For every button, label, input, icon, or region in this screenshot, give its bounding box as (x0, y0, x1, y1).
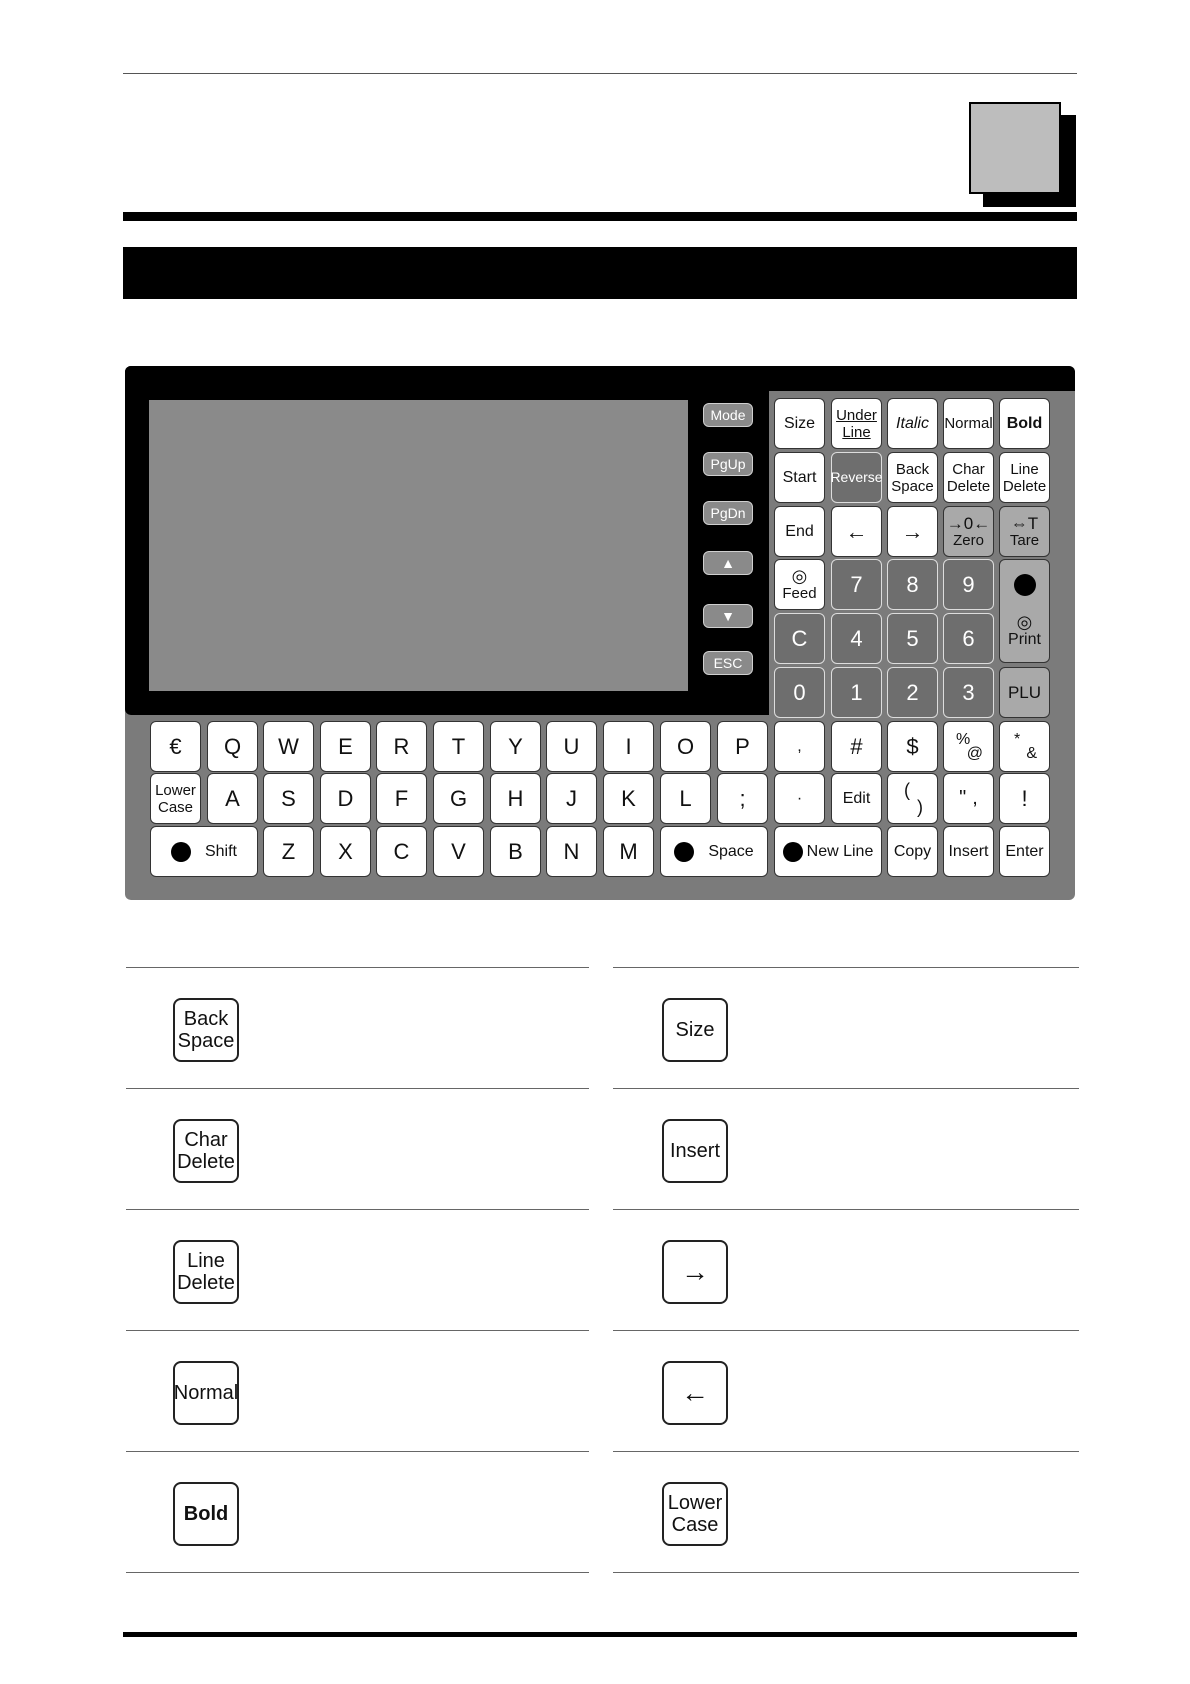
legend-size-key (662, 998, 728, 1062)
key-f[interactable] (376, 773, 427, 824)
under-line-label-1: Under (836, 406, 877, 424)
at-label: @ (966, 744, 983, 762)
table-rule-left-0 (126, 967, 589, 968)
zero-icon: →0← (946, 513, 991, 533)
table-rule-left-3 (126, 1330, 589, 1331)
plu-key[interactable] (999, 667, 1050, 718)
copy-key[interactable] (887, 826, 938, 877)
insert-label: Insert (948, 843, 989, 860)
hash-key[interactable] (831, 721, 882, 772)
key-v-label: V (451, 839, 466, 864)
legend-lower-case-line-2: Case (671, 1514, 719, 1536)
legend-lower-case-line-1: Lower (667, 1492, 723, 1514)
left-arrow-key[interactable] (831, 506, 882, 557)
key-n-label: N (563, 839, 580, 864)
tare-key-label: Tare (1009, 531, 1040, 549)
key-i[interactable] (603, 721, 654, 772)
digit-5-key[interactable] (887, 613, 938, 664)
semicolon-key[interactable] (717, 773, 768, 824)
print-dot-icon (1014, 574, 1036, 596)
esc-key[interactable]: ESC (703, 651, 753, 675)
percent-label: % (956, 730, 971, 748)
table-rule-left-5 (126, 1572, 589, 1573)
italic-key-label: Italic (896, 415, 929, 432)
new-line-label: New Line (806, 843, 874, 860)
key-t-label: T (451, 734, 466, 759)
key-l-label: L (679, 786, 692, 811)
enter-label: Enter (1005, 843, 1044, 860)
dollar-key[interactable] (887, 721, 938, 772)
key-o-label: O (676, 734, 695, 759)
left-arrow-icon: ← (681, 1377, 709, 1408)
right-arrow-icon: → (681, 1256, 709, 1287)
tare-key[interactable] (999, 506, 1050, 557)
key-b-label: B (508, 839, 523, 864)
digit-6-key[interactable] (943, 613, 994, 664)
digit-9-key[interactable] (943, 559, 994, 610)
key-x[interactable] (320, 826, 371, 877)
shift-key[interactable] (150, 826, 258, 877)
key-u[interactable] (546, 721, 597, 772)
key-z[interactable] (263, 826, 314, 877)
space-key[interactable] (660, 826, 768, 877)
quote-label: " (959, 787, 967, 809)
zero-key-label: Zero (953, 531, 984, 549)
key-s[interactable] (263, 773, 314, 824)
shift-dot-icon (171, 842, 191, 862)
key-r-label: R (393, 734, 410, 759)
table-rule-left-4 (126, 1451, 589, 1452)
legend-back-space-line-2: Space (177, 1030, 235, 1052)
line-delete-label-2: Delete (1002, 477, 1047, 495)
hash-label: # (850, 734, 863, 759)
key-m[interactable] (603, 826, 654, 877)
table-rule-right-0 (613, 967, 1079, 968)
key-n[interactable] (546, 826, 597, 877)
digit-4-key[interactable] (831, 613, 882, 664)
end-key-label: End (785, 523, 814, 540)
key-u-label: U (563, 734, 580, 759)
legend-size-line-1: Size (675, 1019, 715, 1041)
bold-key[interactable] (999, 398, 1050, 449)
table-rule-right-5 (613, 1572, 1079, 1573)
key-c-label: C (393, 839, 410, 864)
enter-key[interactable] (999, 826, 1050, 877)
lower-case-label-2: Case (157, 798, 194, 816)
percent-at-key[interactable] (943, 721, 994, 772)
table-rule-right-1 (613, 1088, 1079, 1089)
char-delete-label-1: Char (952, 460, 985, 478)
exclamation-label: ! (1021, 786, 1028, 811)
digit-5-label: 5 (906, 626, 919, 651)
shift-label: Shift (204, 843, 237, 860)
table-rule-left-1 (126, 1088, 589, 1089)
char-delete-label-2: Delete (946, 477, 991, 495)
header-thick-rule (123, 212, 1077, 221)
space-label: Space (708, 843, 754, 860)
table-rule-right-3 (613, 1330, 1079, 1331)
key-t[interactable] (433, 721, 484, 772)
legend-left-arrow-key (662, 1361, 728, 1425)
legend-line-delete-line-1: Line (187, 1250, 225, 1272)
under-line-key[interactable] (831, 398, 882, 449)
key-e[interactable] (320, 721, 371, 772)
period-label: · (796, 790, 803, 807)
left-arrow-icon: ← (845, 519, 868, 544)
back-space-label-1: Back (895, 460, 930, 478)
paren-open-label: ( (904, 779, 910, 800)
legend-bold-key (173, 1482, 239, 1546)
feed-key[interactable] (774, 559, 825, 610)
key-h[interactable] (490, 773, 541, 824)
key-k-label: K (621, 786, 636, 811)
lower-case-label-1: Lower (155, 781, 196, 799)
key-c[interactable] (376, 826, 427, 877)
end-key[interactable] (774, 506, 825, 557)
digit-3-label: 3 (962, 680, 975, 705)
key-j[interactable] (546, 773, 597, 824)
legend-line-delete-key (173, 1240, 239, 1304)
digit-2-label: 2 (906, 680, 919, 705)
back-space-label-2: Space (891, 477, 934, 495)
key-y-label: Y (508, 734, 523, 759)
quote-comma-key[interactable] (943, 773, 994, 824)
char-delete-key[interactable] (943, 452, 994, 503)
copy-label: Copy (893, 843, 932, 860)
up-arrow-key[interactable]: ▲ (703, 551, 753, 575)
semicolon-label: ; (739, 786, 746, 811)
key-p-label: P (735, 734, 750, 759)
insert-key[interactable] (943, 826, 994, 877)
print-key[interactable] (999, 559, 1050, 663)
paren-close-label: ) (917, 796, 923, 817)
legend-lower-case-key (662, 1482, 728, 1546)
legend-insert-key (662, 1119, 728, 1183)
key-q[interactable] (207, 721, 258, 772)
key-w[interactable] (263, 721, 314, 772)
exclamation-key[interactable] (999, 773, 1050, 824)
plu-key-label: PLU (1007, 683, 1042, 702)
legend-right-arrow-key (662, 1240, 728, 1304)
key-x-label: X (338, 839, 353, 864)
legend-normal-key (173, 1361, 239, 1425)
amp-label: & (1026, 744, 1037, 762)
table-rule-right-2 (613, 1209, 1079, 1210)
tare-icon: ⇔T (1010, 513, 1039, 533)
legend-char-delete-line-1: Char (184, 1129, 228, 1151)
feed-icon: ◎ (791, 565, 808, 586)
digit-0-label: 0 (793, 680, 806, 705)
key-l[interactable] (660, 773, 711, 824)
legend-line-delete-line-2: Delete (177, 1272, 235, 1294)
comma2-label: , (972, 787, 978, 809)
size-key[interactable] (774, 398, 825, 449)
header-rule (123, 73, 1077, 74)
key-g[interactable] (433, 773, 484, 824)
star-label: * (1014, 730, 1021, 748)
pgup-key[interactable]: PgUp (703, 452, 753, 476)
edit-key[interactable] (831, 773, 882, 824)
legend-back-space-key (173, 998, 239, 1062)
section-title-band (123, 247, 1077, 299)
bold-key-label: Bold (1006, 415, 1043, 432)
right-arrow-key[interactable] (887, 506, 938, 557)
italic-key[interactable] (887, 398, 938, 449)
chapter-tab (969, 102, 1061, 194)
key-y[interactable] (490, 721, 541, 772)
digit-9-label: 9 (962, 572, 975, 597)
key-d[interactable] (320, 773, 371, 824)
line-delete-label-1: Line (1010, 460, 1039, 478)
star-amp-key[interactable] (999, 721, 1050, 772)
table-rule-right-4 (613, 1451, 1079, 1452)
key-r[interactable] (376, 721, 427, 772)
key-w-label: W (278, 734, 299, 759)
mode-key[interactable]: Mode (703, 403, 753, 427)
edit-label: Edit (842, 790, 871, 807)
parentheses-key[interactable] (887, 773, 938, 824)
pgdn-key[interactable]: PgDn (703, 501, 753, 525)
size-key-label: Size (783, 415, 816, 432)
comma-label: , (797, 738, 802, 755)
line-delete-key[interactable] (999, 452, 1050, 503)
new-line-dot-icon (783, 842, 803, 862)
reverse-key[interactable] (831, 452, 882, 503)
key-d-label: D (337, 786, 354, 811)
digit-7-label: 7 (850, 572, 863, 597)
key-q-label: Q (223, 734, 242, 759)
digit-4-label: 4 (850, 626, 863, 651)
legend-char-delete-line-2: Delete (177, 1151, 235, 1173)
key-h-label: H (507, 786, 524, 811)
dollar-label: $ (906, 734, 919, 759)
legend-normal-line-1: Normal (173, 1382, 239, 1404)
legend-char-delete-key (173, 1119, 239, 1183)
start-key[interactable] (774, 452, 825, 503)
legend-bold-line-1: Bold (183, 1503, 229, 1525)
key-v[interactable] (433, 826, 484, 877)
clear-key-label: C (791, 626, 808, 651)
down-arrow-key[interactable]: ▼ (703, 604, 753, 628)
digit-1-key[interactable] (831, 667, 882, 718)
key-g-label: G (449, 786, 468, 811)
digit-7-key[interactable] (831, 559, 882, 610)
key-a[interactable] (207, 773, 258, 824)
new-line-key[interactable] (774, 826, 882, 877)
key-i-label: I (625, 734, 632, 759)
keyboard-figure (125, 366, 1075, 900)
space-dot-icon (674, 842, 694, 862)
under-line-label-2: Line (842, 423, 871, 441)
back-space-key[interactable] (887, 452, 938, 503)
key-j-label: J (566, 786, 577, 811)
legend-back-space-line-1: Back (183, 1008, 229, 1030)
comma-key[interactable] (774, 721, 825, 772)
key-f-label: F (394, 786, 409, 811)
key-z-label: Z (281, 839, 296, 864)
print-icon: ◎ (1016, 612, 1033, 632)
key-b[interactable] (490, 826, 541, 877)
feed-key-label: Feed (782, 584, 817, 602)
digit-8-label: 8 (906, 572, 919, 597)
clear-key[interactable] (774, 613, 825, 664)
period-key[interactable] (774, 773, 825, 824)
key-e-label: E (338, 734, 353, 759)
key-s-label: S (281, 786, 296, 811)
zero-key[interactable] (943, 506, 994, 557)
table-rule-left-2 (126, 1209, 589, 1210)
euro-label: € (169, 734, 182, 759)
euro-key[interactable] (150, 721, 201, 772)
key-a-label: A (225, 786, 240, 811)
print-key-label: Print (1008, 631, 1041, 648)
reverse-key-label: Reverse (830, 469, 883, 485)
lower-case-key[interactable] (150, 773, 201, 824)
legend-insert-line-1: Insert (669, 1140, 721, 1162)
display-screen (149, 400, 688, 691)
key-m-label: M (619, 839, 638, 864)
footer-rule (123, 1632, 1077, 1637)
normal-key-label: Normal (944, 415, 993, 432)
start-key-label: Start (782, 469, 817, 486)
key-k[interactable] (603, 773, 654, 824)
digit-2-key[interactable] (887, 667, 938, 718)
digit-6-label: 6 (962, 626, 975, 651)
digit-8-key[interactable] (887, 559, 938, 610)
digit-0-key[interactable] (774, 667, 825, 718)
key-o[interactable] (660, 721, 711, 772)
normal-key[interactable] (943, 398, 994, 449)
key-p[interactable] (717, 721, 768, 772)
digit-1-label: 1 (850, 680, 863, 705)
right-arrow-icon: → (901, 519, 924, 544)
digit-3-key[interactable] (943, 667, 994, 718)
